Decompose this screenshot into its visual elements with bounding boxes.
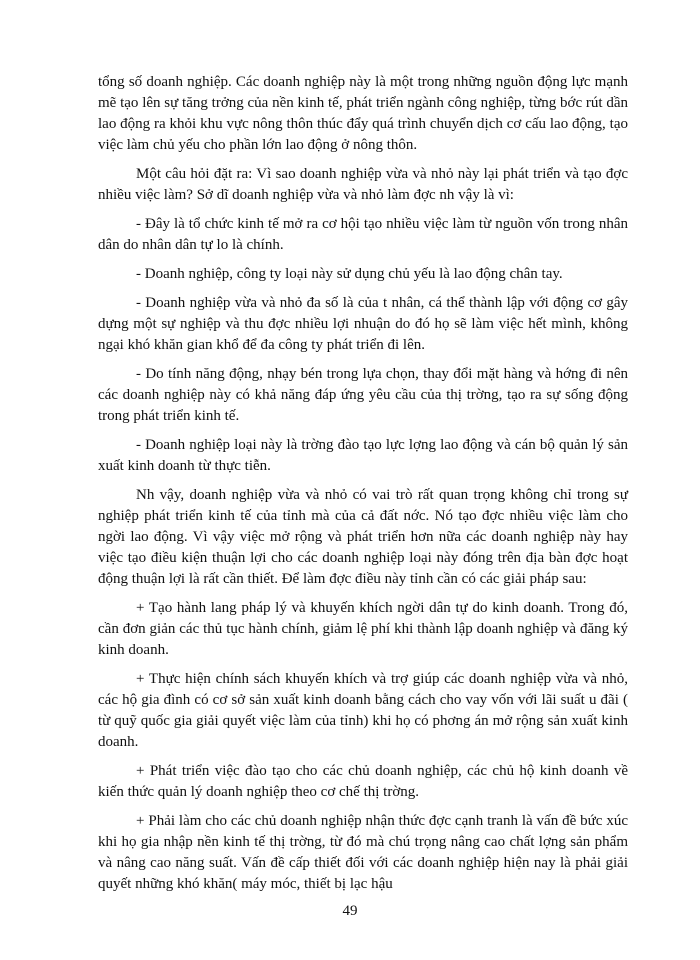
paragraph-solution-2: + Thực hiện chính sách khuyến khích và trợ giúp các doanh nghiệp vừa và nhỏ, các hộ gia đình có cơ sở sản xuất kinh doanh bằng cách cho vay vốn với lãi suất u đãi ( từ quỹ quốc gia giải quyết việc làm của tỉnh) khi họ có phơng án mở rộng sản xuất kinh doanh. xyxy=(98,671,628,750)
paragraph-question: Một câu hỏi đặt ra: Vì sao doanh nghiệp vừa và nhỏ này lại phát triển và tạo đợc nhiều việc làm? Sở dĩ doanh nghiệp vừa và nhỏ làm đợc nh vậy là vì: xyxy=(98,166,628,203)
paragraph-reason-2: - Doanh nghiệp, công ty loại này sử dụng chủ yếu là lao động chân tay. xyxy=(136,266,563,282)
paragraph-reason-5: - Doanh nghiệp loại này là trờng đào tạo lực lợng lao động và cán bộ quản lý sản xuất kinh doanh từ thực tiễn. xyxy=(98,437,628,474)
paragraph-solution-3: + Phát triển việc đào tạo cho các chủ doanh nghiệp, các chủ hộ kinh doanh về kiến thức quản lý doanh nghiệp theo cơ chế thị trờng. xyxy=(98,763,628,800)
paragraph-continuation: tổng số doanh nghiệp. Các doanh nghiệp này là một trong những nguồn động lực mạnh mẽ tạo lên sự tăng trởng của nền kinh tế, phát triển ngành công nghiệp, từng bớc rút dần lao động ra khỏi khu vực nông thôn thúc đẩy quá trình chuyển dịch cơ cấu lao động, tạo việc làm chủ yếu cho phần lớn lao động ở nông thôn. xyxy=(98,74,628,153)
page-number: 49 xyxy=(342,903,358,919)
paragraph-reason-3: - Doanh nghiệp vừa và nhỏ đa số là của t nhân, cá thể thành lập với động cơ gây dựng một sự nghiệp và thu đợc nhiều lợi nhuận do đó họ sẽ làm việc hết mình, không ngại khó khăn gian khổ để đa công ty phát triển đi lên. xyxy=(98,295,628,353)
paragraph-reason-1: - Đây là tổ chức kinh tế mở ra cơ hội tạo nhiều việc làm từ nguồn vốn trong nhân dân do nhân dân tự lo là chính. xyxy=(98,216,628,253)
body-text xyxy=(98,72,628,903)
paragraph-solution-4: + Phải làm cho các chủ doanh nghiệp nhận thức đợc cạnh tranh là vấn đề bức xúc khi họ gia nhập nền kinh tế thị trờng, từ đó mà chú trọng nâng cao chất lợng sản phẩm và nâng cao năng suất. Vấn đề cấp thiết đối với các doanh nghiệp hiện nay là phải giải quyết những khó khăn( máy móc, thiết bị lạc hậu xyxy=(98,813,628,892)
paragraph-conclusion: Nh vậy, doanh nghiệp vừa và nhỏ có vai trò rất quan trọng không chỉ trong sự nghiệp phát triển kinh tế của tỉnh mà của cả đất nớc. Nó tạo đợc nhiều việc làm cho ngời lao động. Vì vậy việc mở rộng và phát triển hơn nữa các doanh nghiệp này hay việc tạo điều kiện thuận lợi cho các doanh nghiệp loại này đóng trên địa bàn đợc hoạt động thuận lợi là rất cần thiết. Để làm đợc điều này tỉnh cần có các giải pháp sau: xyxy=(98,487,628,587)
paragraph-solution-1: + Tạo hành lang pháp lý và khuyến khích ngời dân tự do kinh doanh. Trong đó, cần đơn giản các thủ tục hành chính, giảm lệ phí khi thành lập doanh nghiệp và đăng ký kinh doanh. xyxy=(98,600,628,658)
paragraph-reason-4: - Do tính năng động, nhạy bén trong lựa chọn, thay đổi mặt hàng và hớng đi nên các doanh nghiệp này có khả năng đáp ứng yêu cầu của thị trờng, tạo ra sự sống động trong phát triển kinh tế. xyxy=(98,366,628,424)
